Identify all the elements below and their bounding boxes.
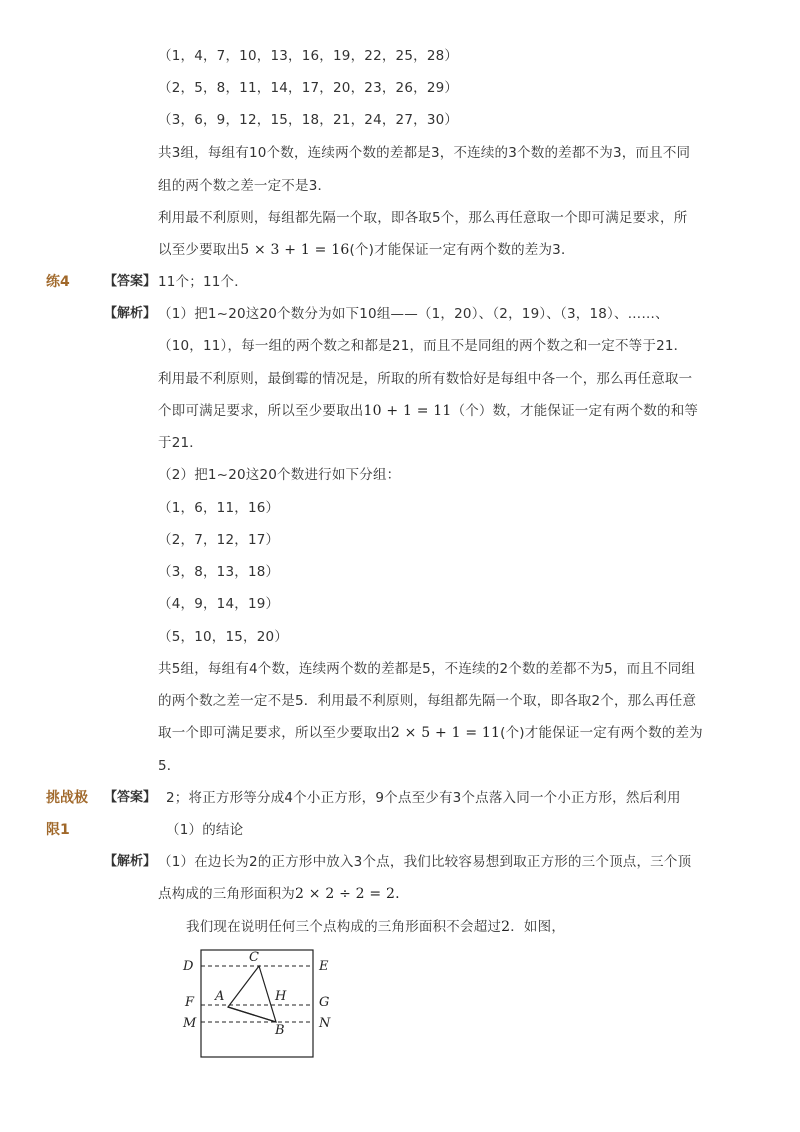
label-D: D (183, 959, 194, 974)
paragraph-line: （10，11），每一组的两个数之和都是21，而且不是同组的两个数之和一定不等于21． (158, 338, 688, 354)
label-N: N (319, 1016, 331, 1031)
paragraph-line (158, 723, 703, 743)
text-segment: 取一个即可满足要求，所以至少要取出 (158, 725, 391, 741)
paragraph-line: 共3组，每组有10个数，连续两个数的差都是3，不连续的3个数的差都不为3，而且不同 (158, 145, 691, 161)
paragraph-line: 利用最不利原则，最倒霉的情况是，所取的所有数恰好是每组中各一个，那么再任意取一 (158, 371, 693, 387)
paragraph-line: （1）把1~20这20个数分为如下10组——（1，20）、（2，19）、（3，18）、……、 (158, 306, 669, 322)
square-figure (175, 945, 345, 1065)
paragraph-line: 组的两个数之差一定不是3． (158, 178, 332, 194)
paragraph-line: 的两个数之差一定不是5．利用最不利原则，每组都先隔一个取，即各取2个，那么再任意 (158, 693, 697, 709)
group-line-2: （2，5，8，11，14，17，20，23，26，29） (158, 80, 459, 96)
paragraph-line (158, 884, 400, 904)
text-segment: ．如图， (510, 919, 566, 935)
label-C: C (249, 950, 259, 965)
paragraph-line: （2）把1~20这20个数进行如下分组： (158, 467, 401, 483)
math-expression: 10 + 1 = 11 (363, 403, 452, 419)
text-segment: 以至少要取出 (158, 242, 241, 258)
answer-text: （1）的结论 (166, 822, 244, 838)
group-line-1: （1，4，7，10，13，16，19，22，25，28） (158, 48, 459, 64)
label-H: H (275, 989, 287, 1004)
group-line-3: （3，6，9，12，15，18，21，24，27，30） (158, 112, 459, 128)
text-segment: (个)才能保证一定有两个数的差为3． (349, 242, 575, 258)
paragraph-line: 共5组，每组有4个数，连续两个数的差都是5，不连续的2个数的差都不为5，而且不同组 (158, 661, 696, 677)
text-segment: （个）数，才能保证一定有两个数的和等 (451, 403, 699, 419)
text-segment: (个)才能保证一定有两个数的差为 (500, 725, 703, 741)
label-B: B (275, 1023, 285, 1038)
text-segment: 点构成的三角形面积为 (158, 886, 295, 902)
math-expression: 2 (501, 919, 511, 935)
segment-AB (228, 1007, 276, 1022)
paragraph-line: （1）在边长为2的正方形中放入3个点，我们比较容易想到取正方形的三个顶点，三个顶 (158, 854, 692, 870)
paragraph-line (158, 240, 575, 260)
paragraph-line: 利用最不利原则，每组都先隔一个取，即各取5个，那么再任意取一个即可满足要求，所 (158, 210, 688, 226)
group-line: （2，7，12，17） (158, 532, 280, 548)
exercise-label: 练4 (46, 274, 70, 290)
triangle-ABC (228, 966, 276, 1022)
label-E: E (319, 959, 329, 974)
paragraph-line (186, 917, 565, 937)
text-segment: 我们现在说明任何三个点构成的三角形面积不会超过 (186, 919, 502, 935)
paragraph-line: 于21． (158, 435, 203, 451)
label-G: G (319, 995, 330, 1010)
group-line: （5，10，15，20） (158, 629, 289, 645)
answer-text: 2；将正方形等分成4个小正方形，9个点至少有3个点落入同一个小正方形，然后利用 (166, 790, 681, 806)
analysis-tag: 【解析】 (104, 854, 157, 869)
label-M: M (183, 1016, 197, 1031)
answer-text: 11个；11个． (158, 274, 248, 290)
paragraph-line: 5． (158, 758, 181, 774)
group-line: （4，9，14，19） (158, 596, 280, 612)
challenge-label-line-2: 限1 (46, 822, 70, 838)
analysis-tag: 【解析】 (104, 306, 157, 321)
answer-tag: 【答案】 (104, 790, 157, 805)
label-F: F (185, 995, 195, 1010)
paragraph-line (158, 401, 698, 421)
answer-tag: 【答案】 (104, 274, 157, 289)
text-segment: 个即可满足要求，所以至少要取出 (158, 403, 364, 419)
math-expression: 2 × 2 ÷ 2 = 2. (295, 886, 400, 902)
challenge-label-line-1: 挑战极 (46, 790, 88, 806)
group-line: （3，8，13，18） (158, 564, 280, 580)
label-A: A (215, 989, 225, 1004)
math-expression: 5 × 3 + 1 = 16 (240, 242, 350, 258)
math-expression: 2 × 5 + 1 = 11 (390, 725, 501, 741)
group-line: （1，6，11，16） (158, 500, 280, 516)
